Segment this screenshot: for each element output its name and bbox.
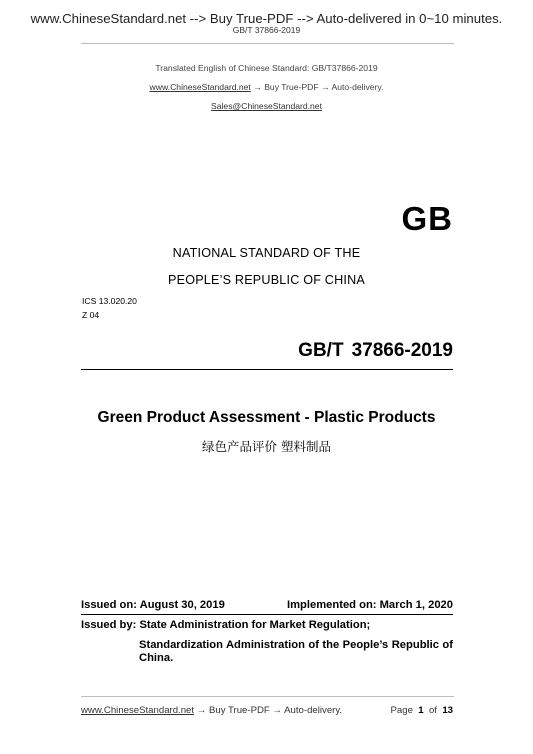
standard-id: 37866-2019 xyxy=(351,340,453,361)
standard-number-divider xyxy=(81,369,453,370)
buy-line-suffix: → Buy True-PDF → Auto-delivery. xyxy=(250,82,384,92)
page-of: of xyxy=(428,705,437,716)
buy-line xyxy=(0,82,533,92)
translation-notice: Translated English of Chinese Standard: GB/T37866-2019 xyxy=(155,63,378,73)
issuing-organization-continued: China. xyxy=(139,652,174,664)
classification-code: Z 04 xyxy=(82,310,100,320)
issued-by: Issued by: State Administration for Market Regulation; xyxy=(81,619,371,631)
implemented-on-date: Implemented on: March 1, 2020 xyxy=(287,599,453,611)
header-divider xyxy=(81,43,454,44)
page-label: Page xyxy=(390,705,413,716)
email-line xyxy=(0,101,533,111)
issuing-organization: Standardization Administration of the People’s Republic of xyxy=(139,639,453,651)
page-indicator xyxy=(391,705,453,716)
standard-prefix: GB/T xyxy=(298,340,344,361)
footer-divider xyxy=(81,696,454,697)
page-total: 13 xyxy=(442,705,453,716)
issued-on-date: Issued on: August 30, 2019 xyxy=(81,599,225,611)
header-standard-code: GB/T 37866-2019 xyxy=(232,25,301,35)
document-title-english: Green Product Assessment - Plastic Products xyxy=(97,409,436,426)
sales-email-link[interactable]: Sales@ChineseStandard.net xyxy=(211,101,322,111)
footer-buy-suffix: → Buy True-PDF → Auto-delivery. xyxy=(194,705,343,716)
document-title-chinese: 绿色产品评价 塑料制品 xyxy=(202,439,331,454)
footer-site-link[interactable]: www.ChineseStandard.net xyxy=(81,705,195,716)
site-link[interactable]: www.ChineseStandard.net xyxy=(149,82,251,92)
national-standard-heading: NATIONAL STANDARD OF THE xyxy=(172,246,361,260)
page-current: 1 xyxy=(418,705,424,716)
country-heading: PEOPLE’S REPUBLIC OF CHINA xyxy=(168,273,365,287)
footer-buy-line xyxy=(81,705,342,716)
ics-code: ICS 13.020.20 xyxy=(82,296,137,306)
issuance-divider xyxy=(81,614,453,615)
gb-logo: GB xyxy=(401,200,453,237)
top-banner[interactable]: www.ChineseStandard.net --> Buy True-PDF --> Auto-delivered in 0~10 minutes. xyxy=(30,11,503,26)
standard-number xyxy=(298,340,453,362)
